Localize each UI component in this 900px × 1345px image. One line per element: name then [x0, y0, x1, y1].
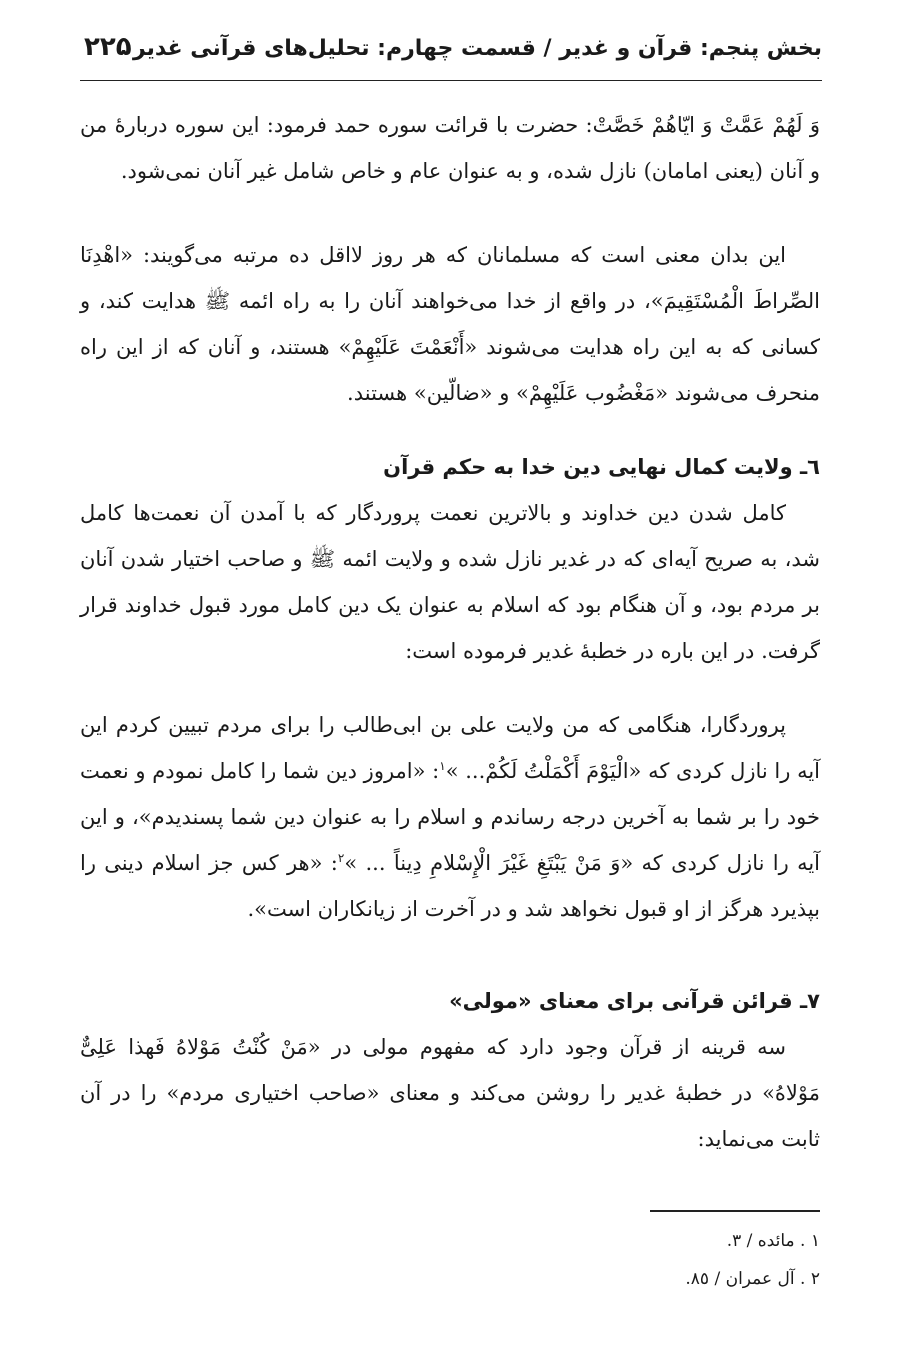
- section-heading-6: ٦ـ ولایت کمال نهایی دین خدا به حکم قرآن: [383, 455, 820, 479]
- quote-part-3: : «هر کس جز اسلام دینی را بپذیرد هرگز از او قبول نخواهد شد و در آخرت از زیانکاران است».: [80, 851, 820, 921]
- footnote-2: ٢ . آل عمران / ٨٥.: [685, 1269, 820, 1289]
- running-header: [80, 30, 822, 81]
- footnote-ref-1[interactable]: ١: [439, 759, 446, 773]
- footnote-divider: [650, 1210, 820, 1212]
- page-number: ۲۲۵: [84, 32, 132, 62]
- paragraph-hamd-surah: وَ لَهُمْ عَمَّتْ وَ ایّاهُمْ خَصَّتْ: حضرت با قرائت سوره حمد فرمود: این سوره دربارهٔ من و آنان (یعنی امامان) نازل شده، و به عنوان عام و خاص شامل غیر آنان نمی‌شود.: [80, 113, 820, 183]
- paragraph-guidance: این بدان معنی است که مسلمانان که هر روز لااقل ده مرتبه می‌گویند: «اهْدِنَا الصِّراطَ الْمُسْتَقِیمَ»، در واقع از خدا می‌خواهند آنان را به راه ائمه ﷺ هدایت کند، و کسانی که به این راه هدایت می‌شوند «أَنْعَمْتَ عَلَیْهِمْ» هستند، و آنان که از این راه منحرف می‌شوند «مَغْضُوب عَلَیْهِمْ» و «ضالّین» هستند.: [80, 243, 820, 405]
- quote-part-1: پروردگارا، هنگامی که من ولایت علی بن ابی‌طالب را برای مردم تبیین کردم این آیه را نازل کردی که «الْیَوْمَ أَکْمَلْتُ لَکُمْ... »: [80, 713, 821, 783]
- paragraph-mawla-evidence: سه قرینه از قرآن وجود دارد که مفهوم مولی در «مَنْ کُنْتُ مَوْلاهُ فَهذا عَلِیٌّ مَوْلاهُ» در خطبهٔ غدیر را روشن می‌کند و معنای «صاحب اختیاری مردم» را در آن ثابت می‌نماید:: [80, 1035, 820, 1151]
- footnote-ref-2[interactable]: ٢: [337, 851, 345, 865]
- footnote-1: ١ . مائده / ٣.: [726, 1231, 820, 1251]
- running-title: بخش پنجم: قرآن و غدیر / قسمت چهارم: تحلیل‌های قرآنی غدیر: [132, 36, 822, 61]
- quote-part-2: : «امروز دین شما را کامل نمودم و نعمت خود را بر شما به آخرین درجه رساندم و اسلام را به عنوان دین شما پسندیدم»، و این آیه را نازل کردی که «وَ مَنْ یَبْتَغِ غَیْرَ الْإِسْلامِ دِیناً ... »: [80, 759, 821, 875]
- section-heading-7: ٧ـ قرائن قرآنی برای معنای «مولی»: [449, 989, 820, 1013]
- paragraph-quote-sermon: [80, 702, 820, 932]
- paragraph-perfection-of-religion: کامل شدن دین خداوند و بالاترین نعمت پروردگار که با آمدن آن نعمت‌ها کامل شد، به صریح آیه‌ای که در غدیر نازل شده و ولایت ائمه ﷺ و صاحب اختیار شدن آنان بر مردم بود، و آن هنگام بود که اسلام به عنوان یک دین کامل مورد قبول خداوند قرار گرفت. در این باره در خطبهٔ غدیر فرموده است:: [80, 501, 820, 663]
